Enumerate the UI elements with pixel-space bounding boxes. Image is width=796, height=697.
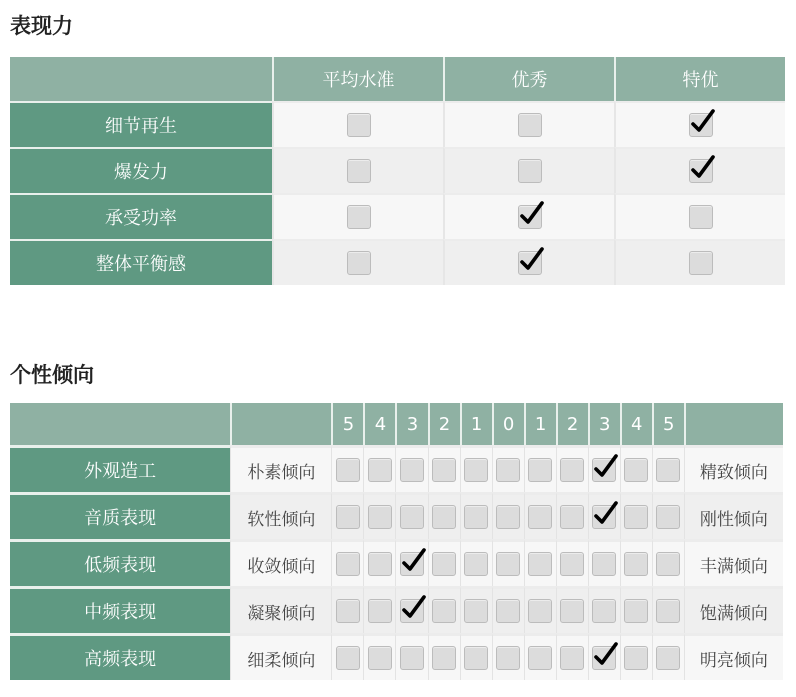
checkbox-icon[interactable]: [592, 599, 616, 623]
scale-header: 1: [524, 403, 556, 445]
scale-cell: [620, 586, 652, 633]
checkmark-icon: [592, 641, 620, 669]
header-corner: [10, 57, 272, 101]
scale-header: 5: [652, 403, 684, 445]
checkmark-icon: [689, 108, 717, 136]
rating-cell: [614, 147, 785, 193]
scale-header: 0: [492, 403, 524, 445]
rating-cell: [443, 101, 614, 147]
rating-cell: [443, 239, 614, 285]
checkbox-icon[interactable]: [347, 159, 371, 183]
rating-cell: [614, 101, 785, 147]
scale-header: 2: [428, 403, 460, 445]
expressiveness-header-row: [10, 57, 785, 101]
checkbox-icon[interactable]: [528, 599, 552, 623]
checkbox-icon[interactable]: [560, 646, 584, 670]
scale-cell: [556, 633, 588, 680]
checkbox-icon[interactable]: [496, 599, 520, 623]
checkbox-icon[interactable]: [368, 552, 392, 576]
rating-cell: [614, 239, 785, 285]
checkbox-icon[interactable]: [336, 552, 360, 576]
scale-cell: [492, 633, 524, 680]
scale-cell: [460, 492, 492, 539]
checkbox-icon[interactable]: [528, 552, 552, 576]
checkbox-icon[interactable]: [528, 458, 552, 482]
checkbox-checked-icon[interactable]: [518, 251, 542, 275]
personality-row: [10, 445, 783, 492]
checkbox-icon[interactable]: [368, 599, 392, 623]
checkbox-icon[interactable]: [368, 646, 392, 670]
scale-cell: [524, 586, 556, 633]
scale-cell: [363, 445, 395, 492]
scale-header: 2: [556, 403, 588, 445]
checkbox-icon[interactable]: [336, 505, 360, 529]
checkbox-icon[interactable]: [347, 251, 371, 275]
checkbox-checked-icon[interactable]: [592, 505, 616, 529]
expressiveness-row: [10, 101, 785, 147]
checkbox-icon[interactable]: [368, 505, 392, 529]
left-tendency-label: 软性倾向: [230, 492, 331, 539]
scale-cell: [556, 586, 588, 633]
left-tendency-label: 细柔倾向: [230, 633, 331, 680]
rating-cell: [272, 239, 443, 285]
scale-cell: [652, 445, 684, 492]
scale-header: 5: [331, 403, 363, 445]
scale-cell: [395, 633, 427, 680]
checkbox-checked-icon[interactable]: [592, 646, 616, 670]
rating-cell: [272, 101, 443, 147]
scale-cell: [524, 539, 556, 586]
checkbox-icon[interactable]: [656, 458, 680, 482]
checkbox-icon[interactable]: [656, 599, 680, 623]
checkbox-icon[interactable]: [464, 505, 488, 529]
row-label: 低频表现: [10, 539, 230, 586]
checkbox-icon[interactable]: [496, 646, 520, 670]
row-label: 整体平衡感: [10, 239, 272, 285]
scale-cell: [524, 492, 556, 539]
scale-cell: [588, 492, 620, 539]
checkbox-icon[interactable]: [689, 205, 713, 229]
checkbox-icon[interactable]: [560, 599, 584, 623]
checkbox-icon[interactable]: [464, 552, 488, 576]
checkbox-icon[interactable]: [560, 552, 584, 576]
scale-cell: [331, 633, 363, 680]
personality-row: [10, 633, 783, 680]
checkbox-icon[interactable]: [624, 458, 648, 482]
scale-cell: [620, 492, 652, 539]
personality-header-row: [10, 403, 783, 445]
rating-cell: [614, 193, 785, 239]
scale-cell: [428, 586, 460, 633]
checkbox-icon[interactable]: [656, 552, 680, 576]
scale-cell: [492, 492, 524, 539]
right-tendency-label: 刚性倾向: [684, 492, 783, 539]
checkmark-icon: [400, 594, 428, 622]
checkbox-icon[interactable]: [528, 646, 552, 670]
scale-cell: [428, 633, 460, 680]
checkbox-icon[interactable]: [400, 505, 424, 529]
scale-cell: [460, 586, 492, 633]
left-tendency-label: 朴素倾向: [230, 445, 331, 492]
scale-cell: [588, 586, 620, 633]
checkbox-icon[interactable]: [464, 599, 488, 623]
scale-cell: [652, 492, 684, 539]
personality-table: [10, 403, 783, 680]
scale-cell: [652, 586, 684, 633]
row-label: 高频表现: [10, 633, 230, 680]
section-title-personality: 个性倾向: [10, 363, 94, 387]
scale-cell: [395, 539, 427, 586]
scale-cell: [492, 586, 524, 633]
checkbox-icon[interactable]: [656, 646, 680, 670]
checkbox-icon[interactable]: [656, 505, 680, 529]
scale-cell: [395, 445, 427, 492]
scale-header: 4: [620, 403, 652, 445]
column-header-excellent: 优秀: [443, 57, 614, 101]
scale-cell: [588, 539, 620, 586]
checkbox-icon[interactable]: [432, 458, 456, 482]
scale-cell: [652, 633, 684, 680]
personality-row: [10, 539, 783, 586]
scale-cell: [492, 539, 524, 586]
scale-cell: [556, 445, 588, 492]
scale-cell: [460, 539, 492, 586]
scale-cell: [460, 633, 492, 680]
scale-cell: [620, 539, 652, 586]
scale-header: 1: [460, 403, 492, 445]
checkbox-icon[interactable]: [624, 599, 648, 623]
checkbox-icon[interactable]: [560, 505, 584, 529]
checkbox-checked-icon[interactable]: [400, 552, 424, 576]
checkbox-icon[interactable]: [592, 552, 616, 576]
checkbox-icon[interactable]: [689, 251, 713, 275]
checkmark-icon: [592, 500, 620, 528]
checkbox-icon[interactable]: [496, 552, 520, 576]
checkbox-checked-icon[interactable]: [689, 159, 713, 183]
checkbox-checked-icon[interactable]: [400, 599, 424, 623]
scale-cell: [363, 492, 395, 539]
scale-cell: [363, 586, 395, 633]
checkbox-icon[interactable]: [624, 552, 648, 576]
header-corner: [10, 403, 230, 445]
checkbox-checked-icon[interactable]: [689, 113, 713, 137]
right-tendency-label: 丰满倾向: [684, 539, 783, 586]
checkmark-icon: [518, 246, 546, 274]
scale-cell: [395, 492, 427, 539]
expressiveness-row: [10, 147, 785, 193]
right-tendency-label: 精致倾向: [684, 445, 783, 492]
scale-cell: [331, 492, 363, 539]
checkmark-icon: [592, 453, 620, 481]
row-label: 承受功率: [10, 193, 272, 239]
scale-cell: [556, 539, 588, 586]
personality-row: [10, 492, 783, 539]
checkbox-icon[interactable]: [496, 505, 520, 529]
checkbox-icon[interactable]: [624, 646, 648, 670]
scale-cell: [620, 445, 652, 492]
left-tendency-label: 凝聚倾向: [230, 586, 331, 633]
checkbox-icon[interactable]: [432, 552, 456, 576]
checkbox-icon[interactable]: [518, 113, 542, 137]
rating-cell: [443, 193, 614, 239]
scale-cell: [331, 539, 363, 586]
right-tendency-label: 明亮倾向: [684, 633, 783, 680]
checkbox-icon[interactable]: [518, 159, 542, 183]
scale-cell: [588, 445, 620, 492]
scale-cell: [652, 539, 684, 586]
rating-cell: [272, 147, 443, 193]
right-tendency-label: 饱满倾向: [684, 586, 783, 633]
rating-cell: [272, 193, 443, 239]
checkmark-icon: [689, 154, 717, 182]
scale-cell: [620, 633, 652, 680]
scale-cell: [428, 445, 460, 492]
column-header-average: 平均水准: [272, 57, 443, 101]
scale-cell: [428, 492, 460, 539]
checkbox-icon[interactable]: [400, 458, 424, 482]
checkbox-checked-icon[interactable]: [518, 205, 542, 229]
scale-cell: [524, 445, 556, 492]
header-blank-left: [230, 403, 331, 445]
checkbox-icon[interactable]: [400, 646, 424, 670]
checkbox-icon[interactable]: [347, 113, 371, 137]
checkbox-icon[interactable]: [347, 205, 371, 229]
checkbox-checked-icon[interactable]: [592, 458, 616, 482]
scale-cell: [524, 633, 556, 680]
row-label: 爆发力: [10, 147, 272, 193]
personality-row: [10, 586, 783, 633]
scale-cell: [331, 445, 363, 492]
expressiveness-table: [10, 57, 785, 285]
expressiveness-row: [10, 239, 785, 285]
checkbox-icon[interactable]: [464, 458, 488, 482]
left-tendency-label: 收敛倾向: [230, 539, 331, 586]
checkbox-icon[interactable]: [336, 646, 360, 670]
checkbox-icon[interactable]: [496, 458, 520, 482]
checkbox-icon[interactable]: [336, 599, 360, 623]
header-blank-right: [684, 403, 783, 445]
scale-header: 4: [363, 403, 395, 445]
checkbox-icon[interactable]: [336, 458, 360, 482]
scale-cell: [331, 586, 363, 633]
checkbox-icon[interactable]: [368, 458, 392, 482]
checkbox-icon[interactable]: [432, 505, 456, 529]
section-title-expressiveness: 表现力: [10, 14, 73, 38]
row-label: 音质表现: [10, 492, 230, 539]
checkbox-icon[interactable]: [528, 505, 552, 529]
scale-cell: [556, 492, 588, 539]
scale-header: 3: [588, 403, 620, 445]
checkbox-icon[interactable]: [432, 646, 456, 670]
checkmark-icon: [400, 547, 428, 575]
checkbox-icon[interactable]: [464, 646, 488, 670]
row-label: 中频表现: [10, 586, 230, 633]
scale-cell: [363, 633, 395, 680]
scale-cell: [588, 633, 620, 680]
checkmark-icon: [518, 200, 546, 228]
scale-cell: [428, 539, 460, 586]
scale-header: 3: [395, 403, 427, 445]
checkbox-icon[interactable]: [624, 505, 648, 529]
scale-cell: [492, 445, 524, 492]
scale-cell: [395, 586, 427, 633]
column-header-outstanding: 特优: [614, 57, 785, 101]
rating-cell: [443, 147, 614, 193]
row-label: 细节再生: [10, 101, 272, 147]
scale-cell: [460, 445, 492, 492]
row-label: 外观造工: [10, 445, 230, 492]
checkbox-icon[interactable]: [560, 458, 584, 482]
scale-cell: [363, 539, 395, 586]
expressiveness-row: [10, 193, 785, 239]
checkbox-icon[interactable]: [432, 599, 456, 623]
